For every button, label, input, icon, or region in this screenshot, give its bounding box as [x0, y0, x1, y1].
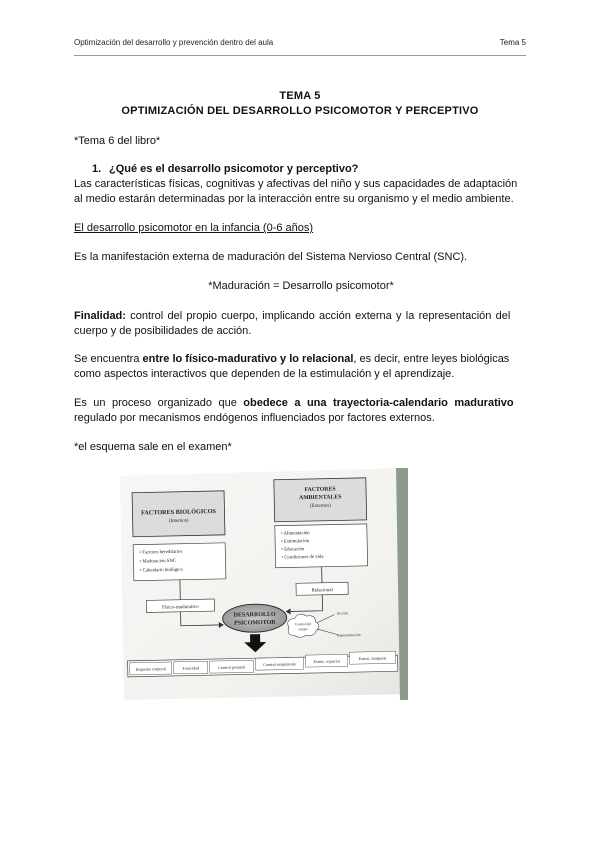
paragraph-4-pre: Se encuentra [74, 353, 143, 365]
paragraph-4-line-1 [74, 352, 528, 367]
header-topic: Tema 5 [499, 38, 526, 47]
paragraph-4-post: , es decir, entre leyes biológicas [353, 353, 510, 365]
bio-item-1: • Factores hereditarios [139, 549, 183, 556]
book-note: *Tema 6 del libro* [74, 135, 161, 147]
bio-subtitle: (Internos) [168, 518, 189, 524]
env-title-1: FACTORES [304, 486, 336, 494]
outcome-6: Estruc. temporal [358, 655, 387, 662]
env-title-2: AMBIENTALES [298, 494, 342, 502]
accion-label: Acción [336, 611, 348, 616]
env-item-2: • Estimulación [281, 539, 310, 545]
question-number: 1. [92, 163, 102, 175]
finalidad-line-2: cuerpo y de posibilidades de acción. [74, 325, 252, 337]
finalidad-line-1 [74, 309, 528, 324]
question-text: ¿Qué es el desarrollo psicomotor y perceptivo? [109, 163, 359, 175]
env-subtitle: (Externos) [309, 503, 331, 510]
paragraph-2: Es la manifestación externa de maduración del Sistema Nervioso Central (SNC). [74, 251, 468, 263]
exam-note: *el esquema sale en el examen* [74, 441, 232, 453]
finalidad-text: control del propio cuerpo, implicando acción externa y la representación del [125, 310, 511, 322]
finalidad-label: Finalidad: [74, 310, 126, 322]
document-title-topic: TEMA 5 [279, 90, 321, 102]
outcome-4: Control respiratorio [263, 661, 297, 668]
representacion-label: Representación [337, 632, 361, 638]
paragraph-5-pre: Es un proceso organizado que [74, 397, 244, 409]
env-item-3: • Educación [281, 547, 305, 553]
diagram-svg [120, 468, 408, 700]
env-item-4: • Condiciones de vida [281, 554, 324, 561]
relacional-label: Relacional [311, 588, 333, 594]
env-item-1: • Alimentación [280, 531, 310, 537]
paragraph-5-bold: obedece a una trayectoria-calendario madurativo [243, 397, 514, 409]
outcome-1: Esquema corporal [135, 666, 166, 672]
outcome-3: Control postural [218, 664, 246, 670]
center-label-1: DESARROLLO [233, 611, 276, 619]
center-label-2: PSICOMOTOR [233, 619, 276, 627]
fisico-label: Físico-madurativo [162, 604, 199, 611]
bio-item-3: • Calendario biológico [139, 567, 184, 574]
control-label-2: cuerpo [298, 627, 308, 632]
bio-title: FACTORES BIOLÓGICOS [140, 507, 216, 517]
paragraph-4-bold: entre lo físico-madurativo y lo relacional [142, 353, 354, 365]
outcome-2: Tonicidad [182, 665, 200, 671]
formula-note: *Maduración = Desarrollo psicomotor* [208, 280, 394, 292]
subheading: El desarrollo psicomotor en la infancia (0-6 años) [74, 222, 314, 234]
paragraph-1-line-2: al medio estarán determinadas por la interacción entre su organismo y el medio ambiente. [74, 193, 514, 205]
bio-item-2: • Maduración SNC [139, 558, 177, 565]
control-label-1: Control del [294, 622, 312, 627]
header-divider [74, 55, 526, 56]
outcome-5: Estruc. espacial [313, 658, 340, 664]
paragraph-5-line-1 [74, 396, 528, 411]
paragraph-1-line-1: Las características físicas, cognitivas y afectivas del niño y sus capacidades de adaptación [74, 178, 518, 190]
question-heading [92, 162, 546, 177]
env-items-box [275, 524, 368, 568]
document-title: OPTIMIZACIÓN DEL DESARROLLO PSICOMOTOR Y PERCEPTIVO [121, 105, 479, 117]
paragraph-4-line-2: como aspectos interactivos que dependen de la estimulación y el aprendizaje. [74, 368, 455, 380]
psychomotor-diagram [120, 468, 408, 700]
header-course-title: Optimización del desarrollo y prevención dentro del aula [74, 38, 274, 47]
paragraph-5-line-2: regulado por mecanismos endógenos influenciados por factores externos. [74, 412, 435, 424]
